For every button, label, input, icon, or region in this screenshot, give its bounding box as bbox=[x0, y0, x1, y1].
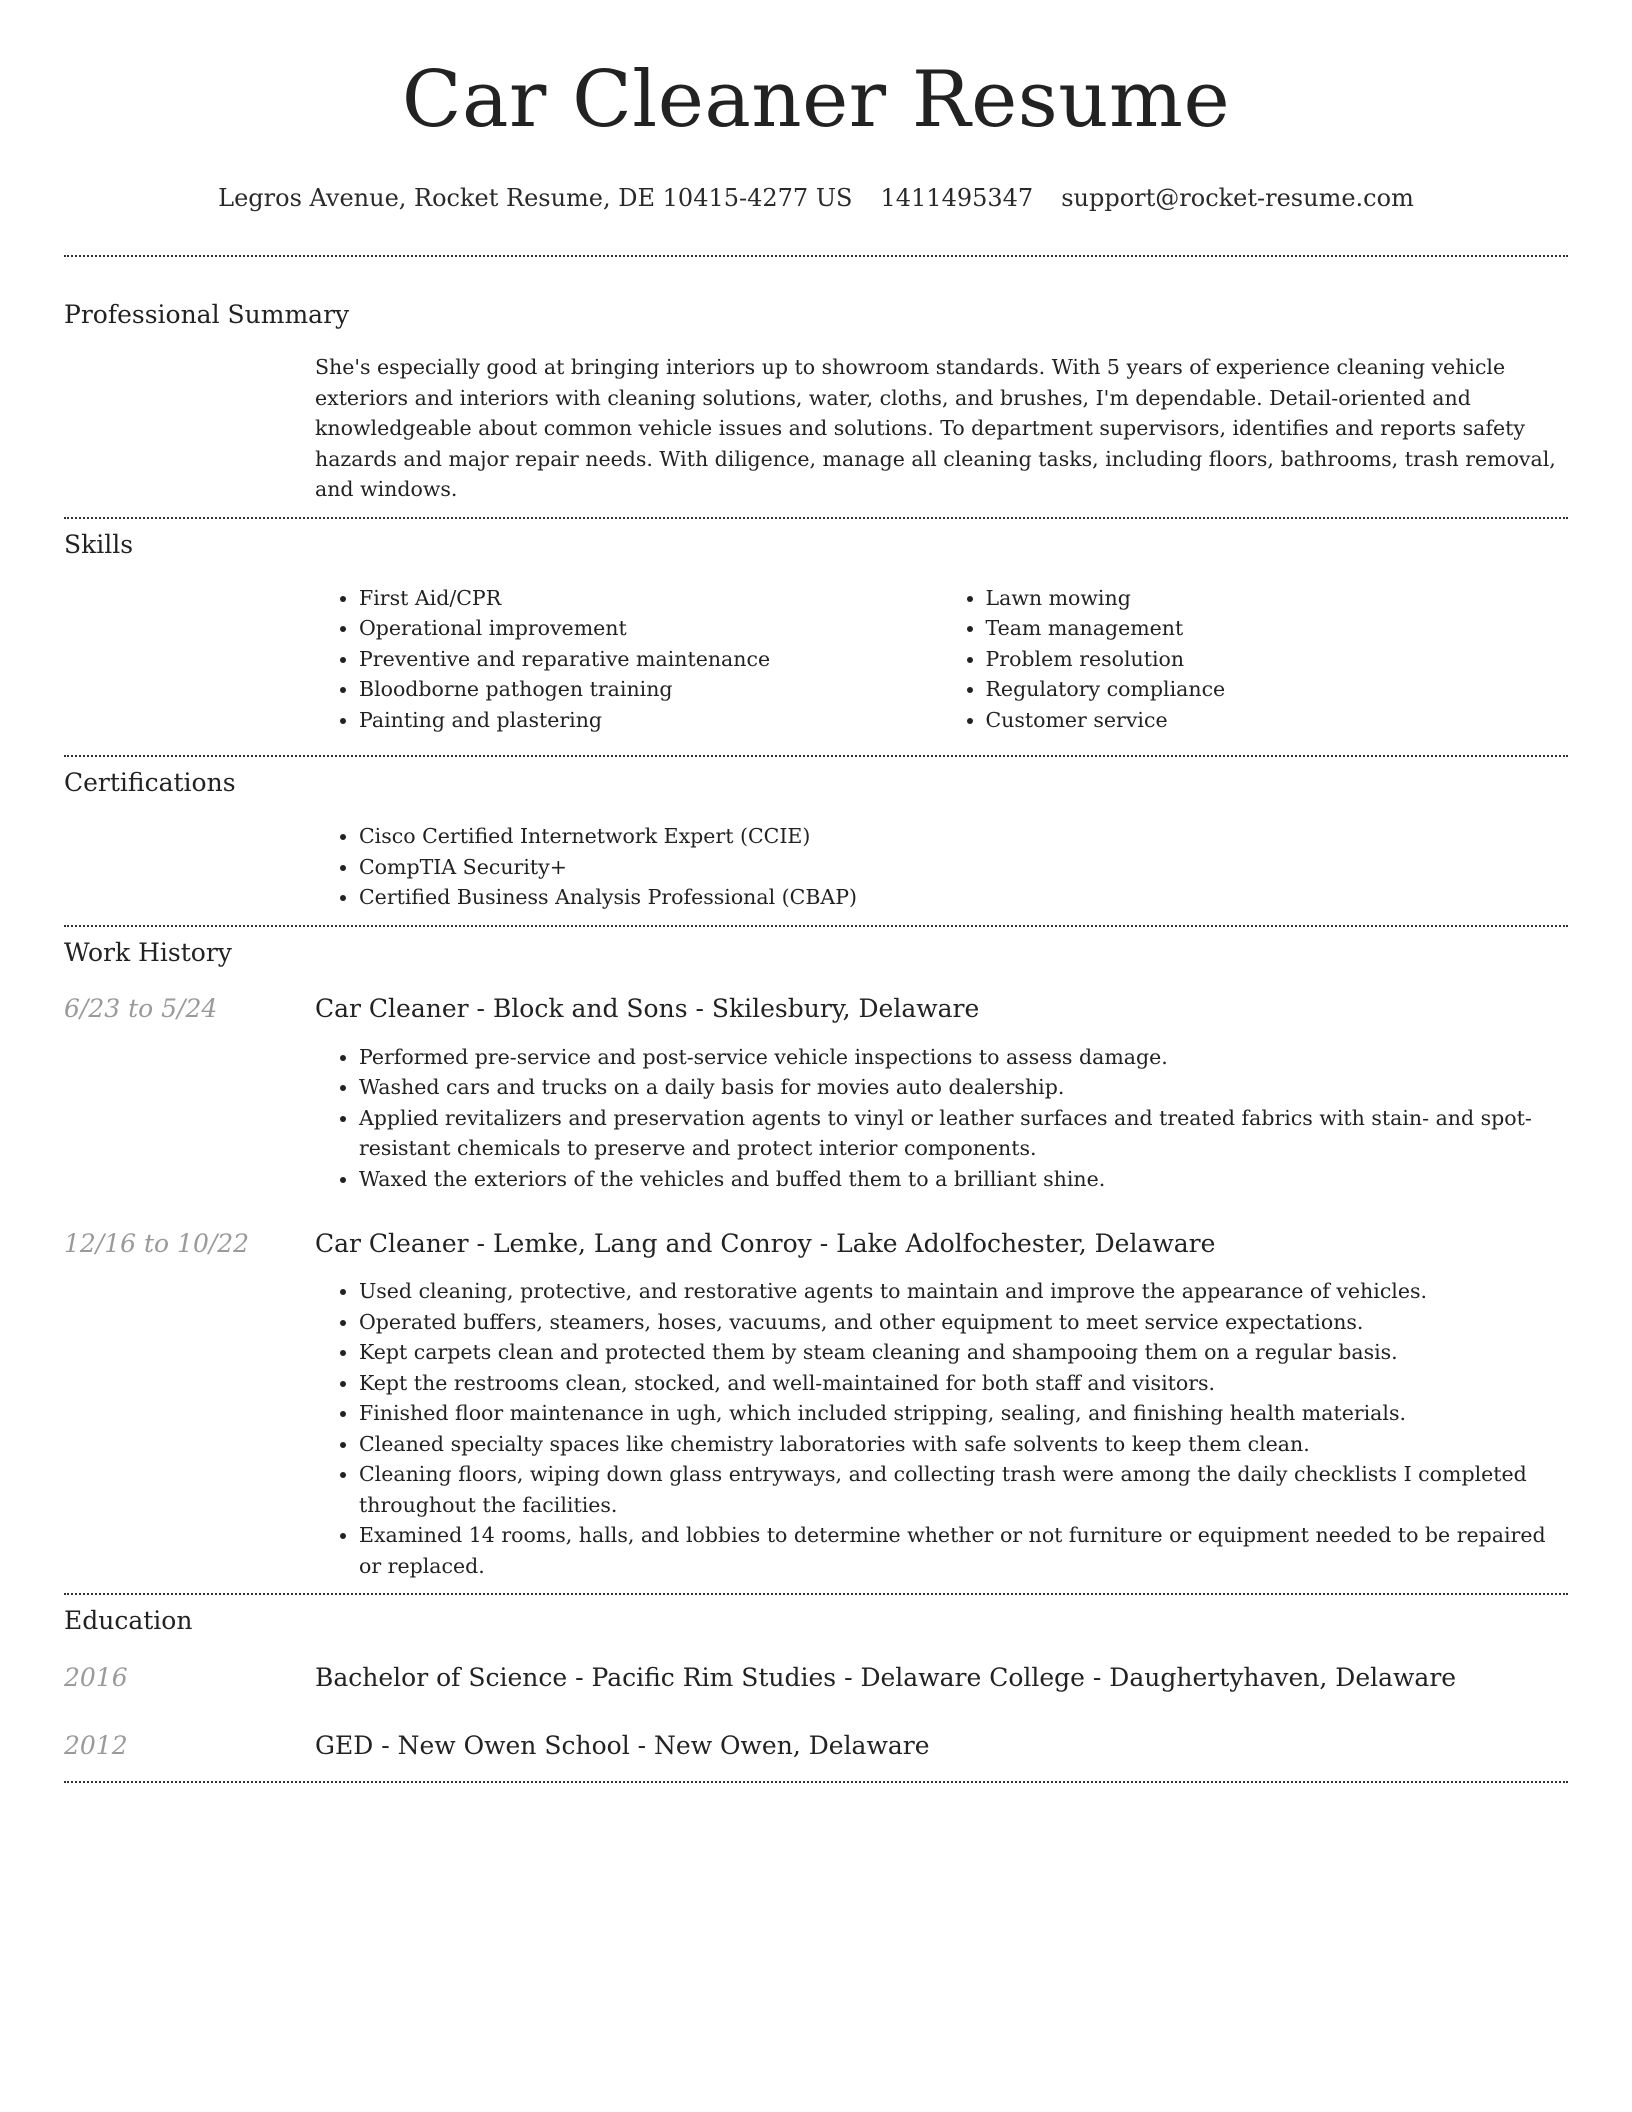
skill-item: • Lawn mowing bbox=[986, 583, 1569, 614]
job-dates: 6/23 to 5/24 bbox=[64, 993, 218, 1023]
education-heading: Education bbox=[64, 1606, 193, 1635]
divider bbox=[64, 755, 1568, 757]
skill-item: • Painting and plastering bbox=[359, 705, 942, 736]
job-title: Car Cleaner - Lemke, Lang and Conroy - Lake Adolfochester, Delaware bbox=[315, 1229, 1216, 1258]
divider bbox=[64, 1593, 1568, 1595]
divider bbox=[64, 1781, 1568, 1783]
divider bbox=[64, 255, 1568, 257]
job-duties bbox=[315, 1042, 1568, 1195]
skills-heading: Skills bbox=[64, 529, 134, 559]
skill-item: • First Aid/CPR bbox=[359, 583, 942, 614]
education-text: Bachelor of Science - Pacific Rim Studies - Delaware College - Daughertyhaven, Delaware bbox=[315, 1663, 1457, 1692]
job-bullet: • Performed pre-service and post-service vehicle inspections to assess damage. bbox=[359, 1042, 1568, 1073]
certification-item: • Certified Business Analysis Professional (CBAP) bbox=[359, 882, 1568, 913]
job-bullet: • Kept the restrooms clean, stocked, and well-maintained for both staff and visitors. bbox=[359, 1368, 1568, 1399]
certifications-section bbox=[64, 767, 1568, 913]
education-entry bbox=[64, 1662, 1568, 1694]
job-bullet-list bbox=[315, 1042, 1568, 1195]
work-section bbox=[64, 937, 1568, 1582]
job-entry bbox=[64, 1228, 1568, 1260]
education-entry bbox=[64, 1730, 1568, 1762]
skill-item: • Operational improvement bbox=[359, 613, 942, 644]
contact-line bbox=[64, 182, 1568, 214]
contact-email: support@rocket-resume.com bbox=[1061, 184, 1414, 212]
divider bbox=[64, 517, 1568, 519]
skill-item: • Regulatory compliance bbox=[986, 674, 1569, 705]
job-title: Car Cleaner - Block and Sons - Skilesbury, Delaware bbox=[315, 993, 980, 1023]
job-bullet: • Examined 14 rooms, halls, and lobbies to determine whether or not furniture or equipment needed to be repaired or replaced. bbox=[359, 1520, 1568, 1581]
skill-item: • Team management bbox=[986, 613, 1569, 644]
resume-title: Car Cleaner Resume bbox=[401, 55, 1231, 145]
certifications-body bbox=[315, 821, 1568, 913]
work-heading: Work History bbox=[64, 937, 232, 967]
job-bullet: • Operated buffers, steamers, hoses, vacuums, and other equipment to meet service expectations. bbox=[359, 1307, 1568, 1338]
summary-text: She's especially good at bringing interiors up to showroom standards. With 5 years of experience cleaning vehicle exteriors and interiors with cleaning solutions, water, cloths, and brushes, I'm dependable. Detail-oriented and knowledgeable about common vehicle issues and solutions. To department supervisors, identifies and reports safety hazards and major repair needs. With diligence, manage all cleaning tasks, including floors, bathrooms, trash removal, and windows. bbox=[315, 355, 1556, 501]
education-section bbox=[64, 1605, 1568, 1762]
resume-page bbox=[64, 0, 1568, 1783]
job-duties bbox=[315, 1276, 1568, 1581]
certifications-heading: Certifications bbox=[64, 768, 236, 797]
divider bbox=[64, 925, 1568, 927]
certifications-list bbox=[315, 821, 1568, 913]
job-bullet: • Finished floor maintenance in ugh, which included stripping, sealing, and finishing health materials. bbox=[359, 1398, 1568, 1429]
skills-list-right bbox=[942, 583, 1569, 736]
summary-heading: Professional Summary bbox=[64, 300, 350, 329]
skill-item: • Customer service bbox=[986, 705, 1569, 736]
education-text: GED - New Owen School - New Owen, Delaware bbox=[315, 1731, 930, 1760]
education-year: 2016 bbox=[64, 1663, 128, 1692]
skill-item: • Bloodborne pathogen training bbox=[359, 674, 942, 705]
education-year: 2012 bbox=[64, 1731, 128, 1760]
certification-item: • Cisco Certified Internetwork Expert (CCIE) bbox=[359, 821, 1568, 852]
job-entry bbox=[64, 993, 1568, 1025]
job-bullet: • Cleaning floors, wiping down glass entryways, and collecting trash were among the daily checklists I completed throughout the facilities. bbox=[359, 1459, 1568, 1520]
skills-list-left bbox=[315, 583, 942, 736]
job-bullet: • Waxed the exteriors of the vehicles and buffed them to a brilliant shine. bbox=[359, 1164, 1568, 1195]
summary-body bbox=[315, 352, 1568, 505]
job-bullet: • Kept carpets clean and protected them by steam cleaning and shampooing them on a regular basis. bbox=[359, 1337, 1568, 1368]
job-bullet-list bbox=[315, 1276, 1568, 1581]
contact-address: Legros Avenue, Rocket Resume, DE 10415-4277 US bbox=[218, 184, 853, 212]
job-bullet: • Washed cars and trucks on a daily basis for movies auto dealership. bbox=[359, 1072, 1568, 1103]
skill-item: • Problem resolution bbox=[986, 644, 1569, 675]
summary-section bbox=[64, 299, 1568, 505]
job-bullet: • Applied revitalizers and preservation agents to vinyl or leather surfaces and treated fabrics with stain- and spot-resistant chemicals to preserve and protect interior components. bbox=[359, 1103, 1568, 1164]
job-dates: 12/16 to 10/22 bbox=[64, 1229, 250, 1258]
certification-item: • CompTIA Security+ bbox=[359, 852, 1568, 883]
skills-section bbox=[64, 529, 1568, 736]
job-bullet: • Used cleaning, protective, and restorative agents to maintain and improve the appearance of vehicles. bbox=[359, 1276, 1568, 1307]
skill-item: • Preventive and reparative maintenance bbox=[359, 644, 942, 675]
skills-columns bbox=[315, 583, 1568, 736]
contact-phone: 1411495347 bbox=[880, 184, 1034, 212]
job-bullet: • Cleaned specialty spaces like chemistry laboratories with safe solvents to keep them clean. bbox=[359, 1429, 1568, 1460]
